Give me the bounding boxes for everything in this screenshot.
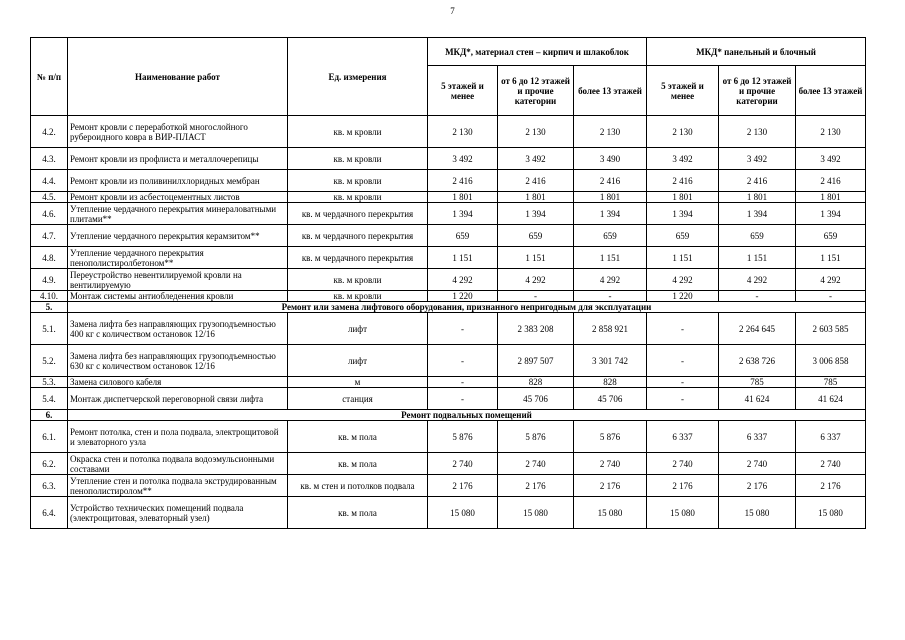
- row-num: 4.8.: [31, 247, 68, 269]
- unit-cell: лифт: [288, 345, 428, 377]
- value-cell: 5 876: [428, 421, 498, 453]
- value-cell: 2 176: [498, 475, 574, 497]
- value-cell: -: [647, 377, 719, 388]
- value-cell: -: [647, 345, 719, 377]
- value-cell: 3 492: [719, 148, 796, 170]
- row-num: 5.1.: [31, 313, 68, 345]
- header-floors: от 6 до 12 этажей и прочие категории: [719, 66, 796, 116]
- work-name: Замена силового кабеля: [68, 377, 288, 388]
- value-cell: -: [647, 313, 719, 345]
- unit-cell: кв. м пола: [288, 421, 428, 453]
- unit-cell: м: [288, 377, 428, 388]
- unit-cell: кв. м стен и потолков подвала: [288, 475, 428, 497]
- value-cell: 828: [574, 377, 647, 388]
- value-cell: -: [796, 291, 866, 302]
- row-num: 4.6.: [31, 203, 68, 225]
- table-row: [31, 192, 866, 203]
- table-row: [31, 247, 866, 269]
- unit-cell: кв. м кровли: [288, 291, 428, 302]
- header-floors: 5 этажей и менее: [428, 66, 498, 116]
- work-name: Утепление стен и потолка подвала экструдированным пенополистиролом**: [68, 475, 288, 497]
- table-row: [31, 377, 866, 388]
- value-cell: 1 801: [647, 192, 719, 203]
- unit-cell: кв. м пола: [288, 497, 428, 529]
- value-cell: 828: [498, 377, 574, 388]
- value-cell: 2 740: [498, 453, 574, 475]
- header-unit: Ед. измерения: [288, 38, 428, 116]
- work-name: Монтаж диспетчерской переговорной связи лифта: [68, 388, 288, 410]
- value-cell: 3 490: [574, 148, 647, 170]
- value-cell: 2 176: [428, 475, 498, 497]
- value-cell: 2 416: [574, 170, 647, 192]
- value-cell: -: [647, 388, 719, 410]
- table-row: [31, 388, 866, 410]
- value-cell: 2 383 208: [498, 313, 574, 345]
- value-cell: 2 740: [647, 453, 719, 475]
- value-cell: 1 151: [796, 247, 866, 269]
- value-cell: 2 176: [719, 475, 796, 497]
- value-cell: 6 337: [647, 421, 719, 453]
- page-number: 7: [450, 6, 455, 16]
- work-name: Утепление чердачного перекрытия керамзитом**: [68, 225, 288, 247]
- value-cell: 659: [719, 225, 796, 247]
- work-name: Окраска стен и потолка подвала водоэмульсионными составами: [68, 453, 288, 475]
- work-name: Ремонт кровли из асбестоцементных листов: [68, 192, 288, 203]
- value-cell: 4 292: [428, 269, 498, 291]
- table-row: [31, 225, 866, 247]
- work-name: Замена лифта без направляющих грузоподъемностью 630 кг с количеством остановок 12/16: [68, 345, 288, 377]
- value-cell: 2 638 726: [719, 345, 796, 377]
- value-cell: 6 337: [719, 421, 796, 453]
- table-row: [31, 475, 866, 497]
- value-cell: 1 220: [647, 291, 719, 302]
- value-cell: 3 492: [428, 148, 498, 170]
- value-cell: 4 292: [719, 269, 796, 291]
- work-name: Монтаж системы антиобледенения кровли: [68, 291, 288, 302]
- row-num: 5.3.: [31, 377, 68, 388]
- value-cell: 1 394: [428, 203, 498, 225]
- value-cell: 3 301 742: [574, 345, 647, 377]
- row-num: 5.4.: [31, 388, 68, 410]
- value-cell: 1 151: [719, 247, 796, 269]
- unit-cell: кв. м чердачного перекрытия: [288, 247, 428, 269]
- unit-cell: кв. м пола: [288, 453, 428, 475]
- work-name: Утепление чердачного перекрытия минераловатными плитами**: [68, 203, 288, 225]
- section-row: [31, 302, 866, 313]
- table-body: [31, 116, 866, 529]
- value-cell: 41 624: [796, 388, 866, 410]
- section-row: [31, 410, 866, 421]
- row-num: 4.2.: [31, 116, 68, 148]
- unit-cell: кв. м кровли: [288, 116, 428, 148]
- value-cell: 1 394: [498, 203, 574, 225]
- row-num: 6.2.: [31, 453, 68, 475]
- table-row: [31, 345, 866, 377]
- row-num: 6.3.: [31, 475, 68, 497]
- work-name: Переустройство невентилируемой кровли на вентилируемую: [68, 269, 288, 291]
- value-cell: -: [498, 291, 574, 302]
- header-work: Наименование работ: [68, 38, 288, 116]
- value-cell: 1 394: [796, 203, 866, 225]
- value-cell: 2 740: [428, 453, 498, 475]
- section-num: 6.: [31, 410, 68, 421]
- table-row: [31, 313, 866, 345]
- row-num: 5.2.: [31, 345, 68, 377]
- unit-cell: кв. м чердачного перекрытия: [288, 225, 428, 247]
- value-cell: 659: [498, 225, 574, 247]
- value-cell: 659: [574, 225, 647, 247]
- value-cell: 15 080: [498, 497, 574, 529]
- value-cell: 2 740: [574, 453, 647, 475]
- value-cell: 6 337: [796, 421, 866, 453]
- unit-cell: кв. м кровли: [288, 192, 428, 203]
- value-cell: 2 130: [796, 116, 866, 148]
- header-floors: от 6 до 12 этажей и прочие категории: [498, 66, 574, 116]
- value-cell: 1 151: [428, 247, 498, 269]
- value-cell: 5 876: [498, 421, 574, 453]
- value-cell: 45 706: [498, 388, 574, 410]
- value-cell: 3 006 858: [796, 345, 866, 377]
- value-cell: 2 264 645: [719, 313, 796, 345]
- work-name: Ремонт кровли из поливинилхлоридных мембран: [68, 170, 288, 192]
- value-cell: 1 151: [498, 247, 574, 269]
- table-row: [31, 269, 866, 291]
- work-name: Утепление чердачного перекрытия пенополистиролбетоном**: [68, 247, 288, 269]
- row-num: 6.4.: [31, 497, 68, 529]
- header-brick: МКД*, материал стен – кирпич и шлакоблок: [428, 38, 647, 66]
- value-cell: 1 394: [574, 203, 647, 225]
- value-cell: 2 176: [796, 475, 866, 497]
- value-cell: 4 292: [574, 269, 647, 291]
- header-panel: МКД* панельный и блочный: [647, 38, 866, 66]
- value-cell: 5 876: [574, 421, 647, 453]
- value-cell: 2 130: [498, 116, 574, 148]
- value-cell: 1 394: [647, 203, 719, 225]
- value-cell: 2 130: [647, 116, 719, 148]
- value-cell: 2 740: [796, 453, 866, 475]
- header-floors: более 13 этажей: [574, 66, 647, 116]
- row-num: 6.1.: [31, 421, 68, 453]
- value-cell: 2 603 585: [796, 313, 866, 345]
- table-row: [31, 148, 866, 170]
- value-cell: 2 416: [428, 170, 498, 192]
- unit-cell: кв. м кровли: [288, 170, 428, 192]
- value-cell: 785: [796, 377, 866, 388]
- row-num: 4.3.: [31, 148, 68, 170]
- value-cell: 15 080: [719, 497, 796, 529]
- work-name: Устройство технических помещений подвала (электрощитовая, элеваторный узел): [68, 497, 288, 529]
- value-cell: 1 801: [574, 192, 647, 203]
- value-cell: 659: [647, 225, 719, 247]
- value-cell: 785: [719, 377, 796, 388]
- value-cell: 1 801: [719, 192, 796, 203]
- value-cell: -: [428, 313, 498, 345]
- row-num: 4.10.: [31, 291, 68, 302]
- value-cell: 2 130: [574, 116, 647, 148]
- value-cell: 4 292: [796, 269, 866, 291]
- value-cell: 2 416: [796, 170, 866, 192]
- value-cell: -: [719, 291, 796, 302]
- work-name: Ремонт кровли из профлиста и металлочерепицы: [68, 148, 288, 170]
- value-cell: 2 130: [428, 116, 498, 148]
- value-cell: 15 080: [647, 497, 719, 529]
- value-cell: 4 292: [647, 269, 719, 291]
- value-cell: 1 801: [428, 192, 498, 203]
- value-cell: -: [428, 388, 498, 410]
- value-cell: 45 706: [574, 388, 647, 410]
- work-name: Ремонт потолка, стен и пола подвала, электрощитовой и элеваторного узла: [68, 421, 288, 453]
- value-cell: 3 492: [498, 148, 574, 170]
- unit-cell: кв. м чердачного перекрытия: [288, 203, 428, 225]
- value-cell: 2 130: [719, 116, 796, 148]
- value-cell: 2 176: [574, 475, 647, 497]
- row-num: 4.4.: [31, 170, 68, 192]
- value-cell: -: [574, 291, 647, 302]
- header-floors: более 13 этажей: [796, 66, 866, 116]
- value-cell: 3 492: [647, 148, 719, 170]
- table-row: [31, 497, 866, 529]
- unit-cell: кв. м кровли: [288, 148, 428, 170]
- value-cell: 1 801: [796, 192, 866, 203]
- value-cell: 659: [796, 225, 866, 247]
- section-title: Ремонт или замена лифтового оборудования, признанного непригодным для эксплуатации: [68, 302, 866, 313]
- value-cell: -: [428, 345, 498, 377]
- unit-cell: лифт: [288, 313, 428, 345]
- value-cell: 2 858 921: [574, 313, 647, 345]
- unit-cell: станция: [288, 388, 428, 410]
- table-row: [31, 170, 866, 192]
- row-num: 4.7.: [31, 225, 68, 247]
- value-cell: 2 176: [647, 475, 719, 497]
- value-cell: 2 416: [498, 170, 574, 192]
- table-row: [31, 116, 866, 148]
- value-cell: 659: [428, 225, 498, 247]
- value-cell: 15 080: [428, 497, 498, 529]
- row-num: 4.9.: [31, 269, 68, 291]
- value-cell: 1 801: [498, 192, 574, 203]
- value-cell: 1 394: [719, 203, 796, 225]
- work-name: Ремонт кровли с переработкой многослойного рубероидного ковра в ВИР-ПЛАСТ: [68, 116, 288, 148]
- section-title: Ремонт подвальных помещений: [68, 410, 866, 421]
- value-cell: 1 151: [574, 247, 647, 269]
- value-cell: 1 220: [428, 291, 498, 302]
- table-row: [31, 291, 866, 302]
- value-cell: 1 151: [647, 247, 719, 269]
- table-row: [31, 453, 866, 475]
- value-cell: 3 492: [796, 148, 866, 170]
- value-cell: 2 897 507: [498, 345, 574, 377]
- value-cell: 2 416: [719, 170, 796, 192]
- row-num: 4.5.: [31, 192, 68, 203]
- value-cell: -: [428, 377, 498, 388]
- table-row: [31, 421, 866, 453]
- work-name: Замена лифта без направляющих грузоподъемностью 400 кг с количеством остановок 12/16: [68, 313, 288, 345]
- value-cell: 15 080: [796, 497, 866, 529]
- rates-table: [30, 37, 866, 529]
- section-num: 5.: [31, 302, 68, 313]
- unit-cell: кв. м кровли: [288, 269, 428, 291]
- value-cell: 41 624: [719, 388, 796, 410]
- table-row: [31, 203, 866, 225]
- value-cell: 15 080: [574, 497, 647, 529]
- header-num: № п/п: [31, 38, 68, 116]
- header-floors: 5 этажей и менее: [647, 66, 719, 116]
- value-cell: 2 740: [719, 453, 796, 475]
- value-cell: 4 292: [498, 269, 574, 291]
- value-cell: 2 416: [647, 170, 719, 192]
